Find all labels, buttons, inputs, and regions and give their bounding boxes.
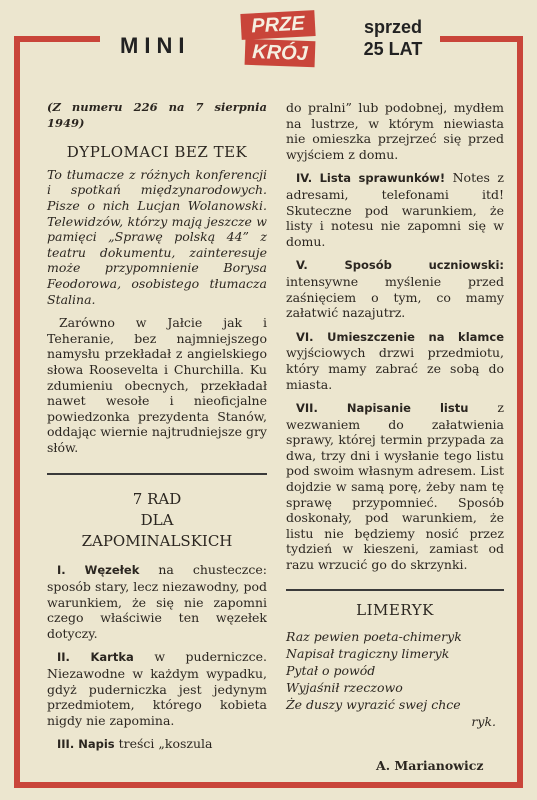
article2-title xyxy=(47,489,267,552)
article1-body: Zarówno w Jałcie jak i Teheranie, bez najmniejszego namysłu przekładał z angielskiego słowa Roosevelta i Churchilla. Ku zdumieniu obecnych, przekładał nawet wesołe i nieoficjalne powiedzonka prezydenta Stanów, oddając wiernie najtrudniejsze gry słów. xyxy=(47,315,267,455)
item-3-continued: do pralni” lub podobnej, mydłem na lustrze, w którym niewiasta nie omieszka przejrzeć się przed wyjściem z domu. xyxy=(286,100,504,162)
item-5 xyxy=(286,257,504,320)
item-3 xyxy=(47,736,267,753)
frame-left xyxy=(14,36,20,788)
limerick-poem xyxy=(286,628,504,730)
item-3-text: treści „koszula xyxy=(118,736,213,752)
item-5-text: intensywne myślenie przed zaśnięciem o tym, co mamy załatwić nazajutrz. xyxy=(286,273,504,321)
item-2 xyxy=(47,649,267,728)
item-3-label: III. Napis xyxy=(57,737,115,752)
item-2-label: II. Kartka xyxy=(57,650,134,665)
limerick-divider xyxy=(286,589,504,591)
header-sprzed-line2: 25 LAT xyxy=(363,39,423,59)
item-6-text: wyjściowych drzwi przedmiotu, który mamy zabrać ze sobą do miasta. xyxy=(286,345,504,392)
item-5-label: V. Sposób uczniowski: xyxy=(296,258,504,273)
item-7-text: z wezwaniem do załatwienia sprawy, której termin przypada za dwa, trzy dni i wysłanie tego listu pod swoim własnym adresem. List dojdzie w samą porę, żeby nam tę sprawę przypomnieć. Sposób doskonały, pod warunkiem, że listu nie będziemy nosić przez tydzień w kieszeni, zamiast od razu wrzucić go do skrzynki. xyxy=(286,400,504,573)
limerick-line-5: Że duszy wyrazić swej chce xyxy=(286,697,461,713)
limerick-line-2: Napisał tragiczny limeryk xyxy=(286,646,450,662)
article2-title-line2: DLA xyxy=(140,511,174,530)
article2-title-line3: ZAPOMINALSKICH xyxy=(81,532,233,551)
item-4 xyxy=(286,170,504,249)
limerick-line-6: ryk. xyxy=(471,714,496,730)
limerick-line-3: Pytał o powód xyxy=(286,663,376,679)
item-1-text: na chusteczce: sposób stary, lecz niezawodny, pod warunkiem, że się nie zapomni czego właściwie ten węzełek dotyczy. xyxy=(47,562,267,641)
logo-bottom: KRÓJ xyxy=(245,39,316,67)
article2-title-line1: 7 RAD xyxy=(132,490,182,509)
item-4-label: IV. Lista sprawunków! xyxy=(296,171,446,186)
header-mini: MINI xyxy=(120,33,191,58)
item-7 xyxy=(286,400,504,573)
item-1 xyxy=(47,562,267,641)
item-4-text: Notes z adresami, telefonami itd! Skuteczne pod warunkiem, że listy i notesu nie zapomni się w domu. xyxy=(286,170,504,249)
signature: A. Marianowicz xyxy=(376,758,484,773)
column-divider xyxy=(47,473,267,475)
header-sprzed-line1: sprzed xyxy=(363,17,423,37)
item-6-label: VI. Umieszczenie na klamce xyxy=(296,329,504,344)
limerick-title: LIMERYK xyxy=(356,600,434,619)
right-column xyxy=(286,100,504,730)
article1-intro: To tłumacze z różnych konferencji i spotkań międzynarodowych. Pisze o nich Lucjan Wolanowski. Telewidzów, którzy mają jeszcze w pamięci „Sprawę polską 44” z teatru dokumentu, zainteresuje może przypomnienie Borysa Feodorowa, osobistego tłumacza Stalina. xyxy=(47,166,267,307)
source-line: (Z numeru 226 na 7 sierpnia 1949) xyxy=(47,100,267,130)
article1-title: DYPLOMACI BEZ TEK xyxy=(66,143,248,162)
logo-top: PRZE xyxy=(240,10,315,40)
frame-bottom xyxy=(14,782,523,788)
frame-right xyxy=(517,36,523,788)
item-2-text: w puderniczce. Niezawodne w każdym wypadku, gdyż puderniczka jest jedynym przedmiotem, którego kobieta nigdy nie zapomina. xyxy=(47,649,267,728)
left-column xyxy=(47,100,267,753)
item-6 xyxy=(286,329,504,392)
item-1-label: I. Węzełek xyxy=(57,563,140,578)
limerick-line-4: Wyjaśnił rzeczowo xyxy=(286,680,403,696)
limerick-line-1: Raz pewien poeta-chimeryk xyxy=(286,629,462,645)
header-sprzed xyxy=(358,16,428,60)
item-7-label: VII. Napisanie listu xyxy=(296,401,469,416)
przekroj-logo xyxy=(237,10,317,68)
